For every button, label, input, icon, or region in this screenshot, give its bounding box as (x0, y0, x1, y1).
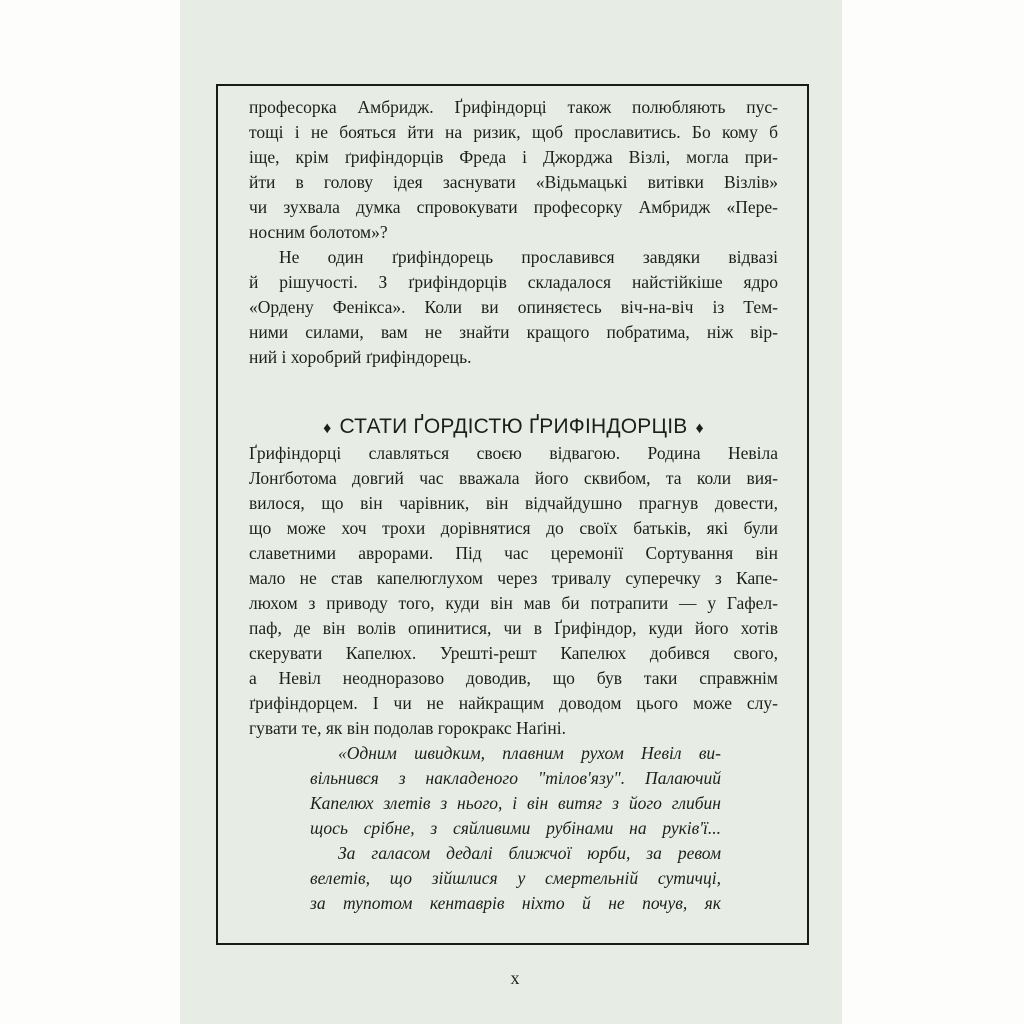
paragraph2-line: й рішучості. З ґрифіндорців складалося найстійкіше ядро (249, 272, 778, 292)
page-number: x (510, 968, 520, 988)
paragraph3-line: що може хоч трохи дорівнятися до своїх батьків, які були (249, 518, 778, 538)
paragraph3-line: мало не став капелюглухом через тривалу суперечку з Капе- (249, 568, 778, 588)
quote2-line: за тупотом кентаврів ніхто й не почув, як (310, 893, 721, 913)
diamond-ornament-icon: ♦ (323, 420, 332, 437)
paragraph1-line: чи зухвала думка спровокувати професорку Амбридж «Пере- (249, 197, 778, 217)
quote1-line: Капелюх злетів з нього, і він витяг з його глибин (310, 793, 721, 813)
quote1-line: «Одним швидким, плавним рухом Невіл ви- (338, 743, 721, 763)
paragraph3-line: люхом з приводу того, куди він мав би потрапити — у Гафел- (249, 593, 778, 613)
paragraph3-line: Ґрифіндорці славляться своєю відвагою. Родина Невіла (249, 443, 778, 463)
paragraph3-line: паф, де він волів опинитися, чи в Ґрифіндор, куди його хотів (249, 618, 778, 638)
paragraph3-line: гувати те, як він подолав горокракс Наґіні. (249, 718, 567, 738)
paragraph1-line: носним болотом»? (249, 222, 388, 242)
paragraph3-line: славетними аврорами. Під час церемонії Сортування він (249, 543, 778, 563)
paragraph3-line: вилося, що він чарівник, він відчайдушно прагнув довести, (249, 493, 778, 513)
paragraph3-line: Лонґботома довгий час вважала його сквибом, та коли вия- (249, 468, 778, 488)
section-heading-text: СТАТИ ҐОРДІСТЮ ҐРИФІНДОРЦІВ (339, 415, 688, 438)
paragraph1-line: йти в голову ідея заснувати «Відьмацькі витівки Візлів» (249, 172, 778, 192)
quote2-line: велетів, що зійшлися у смертельній сутичці, (310, 868, 721, 888)
paragraph1-line: тощі і не бояться йти на ризик, щоб прославитись. Бо кому б (249, 122, 778, 142)
paragraph3-line: скерувати Капелюх. Урешті-решт Капелюх добився свого, (249, 643, 778, 663)
paragraph2-line: ними силами, вам не знайти кращого побратима, ніж вір- (249, 322, 778, 342)
paragraph1-line: іще, крім ґрифіндорців Фреда і Джорджа Візлі, могла при- (249, 147, 778, 167)
paragraph2-line: Не один ґрифіндорець прославився завдяки відвазі (279, 247, 778, 267)
quote2-line: За галасом дедалі ближчої юрби, за ревом (338, 843, 721, 863)
quote1-line: вільнився з накладеного "тілов'язу". Палаючий (310, 768, 721, 788)
section-heading (249, 415, 778, 439)
paragraph3-line: ґрифіндорцем. І чи не найкращим доводом цього може слу- (249, 693, 778, 713)
paragraph2-line: «Ордену Фенікса». Коли ви опиняєтесь віч-на-віч із Тем- (249, 297, 778, 317)
paragraph2-line: ний і хоробрий ґрифіндорець. (249, 347, 472, 367)
diamond-ornament-icon: ♦ (695, 420, 704, 437)
paragraph3-line: а Невіл неодноразово доводив, що був таки справжнім (249, 668, 778, 688)
paragraph1-line: професорка Амбридж. Ґрифіндорці також полюбляють пус- (249, 97, 778, 117)
quote1-line: щось срібне, з сяйливими рубінами на руків'ї... (310, 818, 721, 838)
